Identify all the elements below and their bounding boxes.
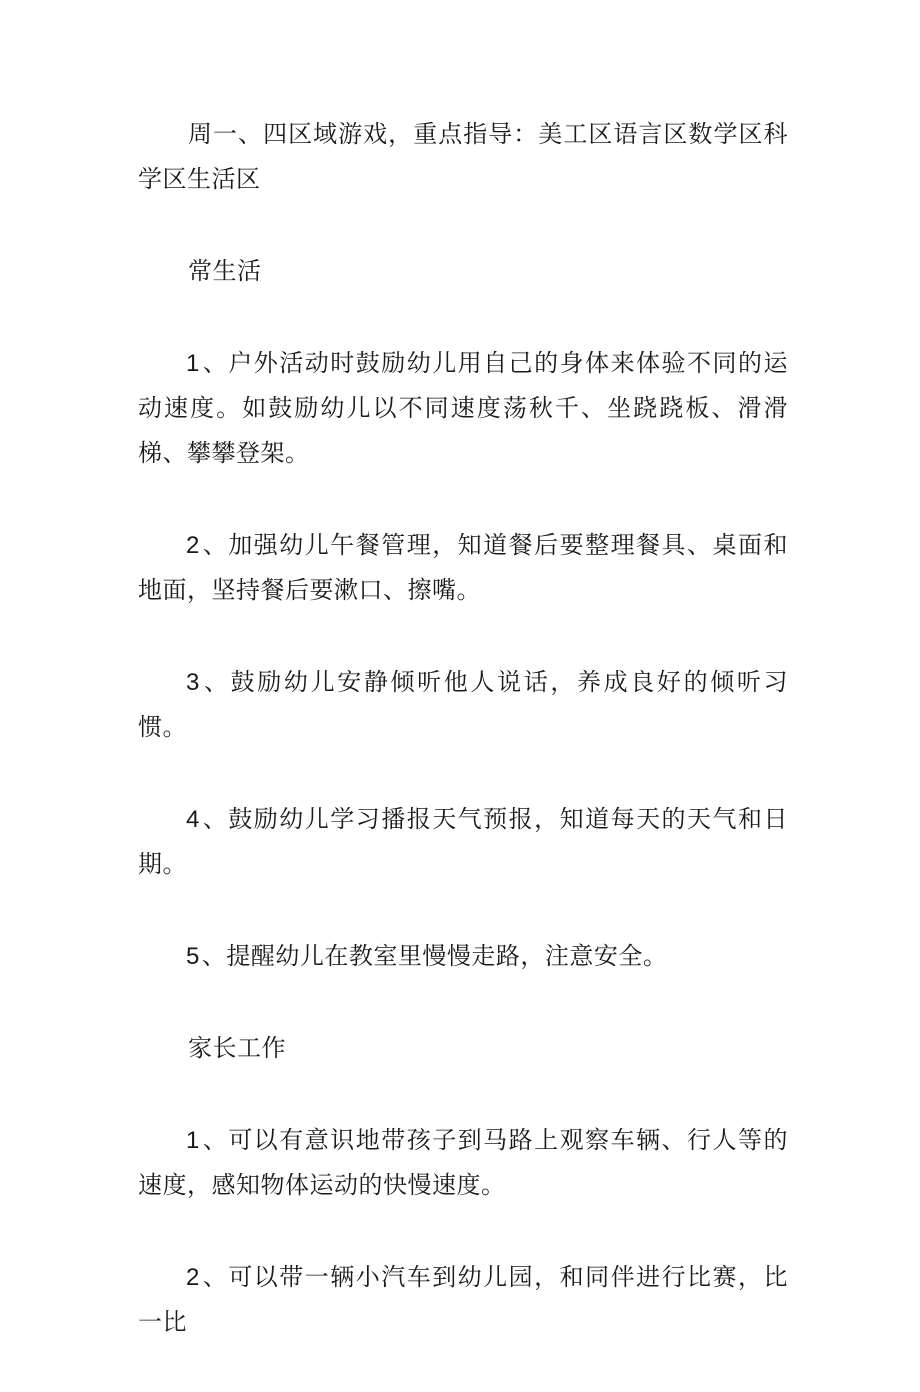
paragraph-number: 5 [186, 943, 200, 970]
paragraph-text: 、鼓励幼儿安静倾听他人说话，养成良好的倾听习惯。 [138, 668, 788, 741]
heading-parent-work [138, 1026, 788, 1071]
paragraph-text: 周一、四区域游戏，重点指导：美工区语言区数学区科学区生活区 [138, 120, 788, 193]
paragraph-text: 、可以带一辆小汽车到幼儿园，和同伴进行比赛，比一比 [138, 1263, 788, 1336]
paragraph-item-3 [138, 660, 788, 750]
paragraph-item-2 [138, 523, 788, 613]
paragraph-number: 1 [186, 350, 200, 377]
paragraph-parent-item-1 [138, 1118, 788, 1208]
paragraph-text: 常生活 [188, 257, 262, 285]
paragraph-parent-item-2 [138, 1255, 788, 1345]
paragraph-number: 2 [186, 1264, 200, 1291]
paragraph-text: 、鼓励幼儿学习播报天气预报，知道每天的天气和日期。 [138, 805, 788, 878]
paragraph-area-games [138, 112, 788, 202]
paragraph-item-4 [138, 797, 788, 887]
paragraph-item-1 [138, 341, 788, 476]
paragraph-text: 、提醒幼儿在教室里慢慢走路，注意安全。 [201, 942, 668, 970]
paragraph-item-5 [138, 934, 788, 979]
paragraph-text: 、可以有意识地带孩子到马路上观察车辆、行人等的速度，感知物体运动的快慢速度。 [138, 1126, 788, 1199]
document-body [138, 112, 788, 1392]
paragraph-text: 家长工作 [188, 1034, 286, 1062]
paragraph-text: 、加强幼儿午餐管理，知道餐后要整理餐具、桌面和地面，坚持餐后要漱口、擦嘴。 [138, 531, 788, 604]
paragraph-number: 1 [186, 1127, 200, 1154]
heading-daily-life [138, 249, 788, 294]
paragraph-number: 3 [186, 669, 200, 696]
paragraph-text: 、户外活动时鼓励幼儿用自己的身体来体验不同的运动速度。如鼓励幼儿以不同速度荡秋千、坐跷跷板、滑滑梯、攀攀登架。 [138, 349, 788, 467]
paragraph-number: 2 [186, 532, 200, 559]
paragraph-number: 4 [186, 806, 200, 833]
